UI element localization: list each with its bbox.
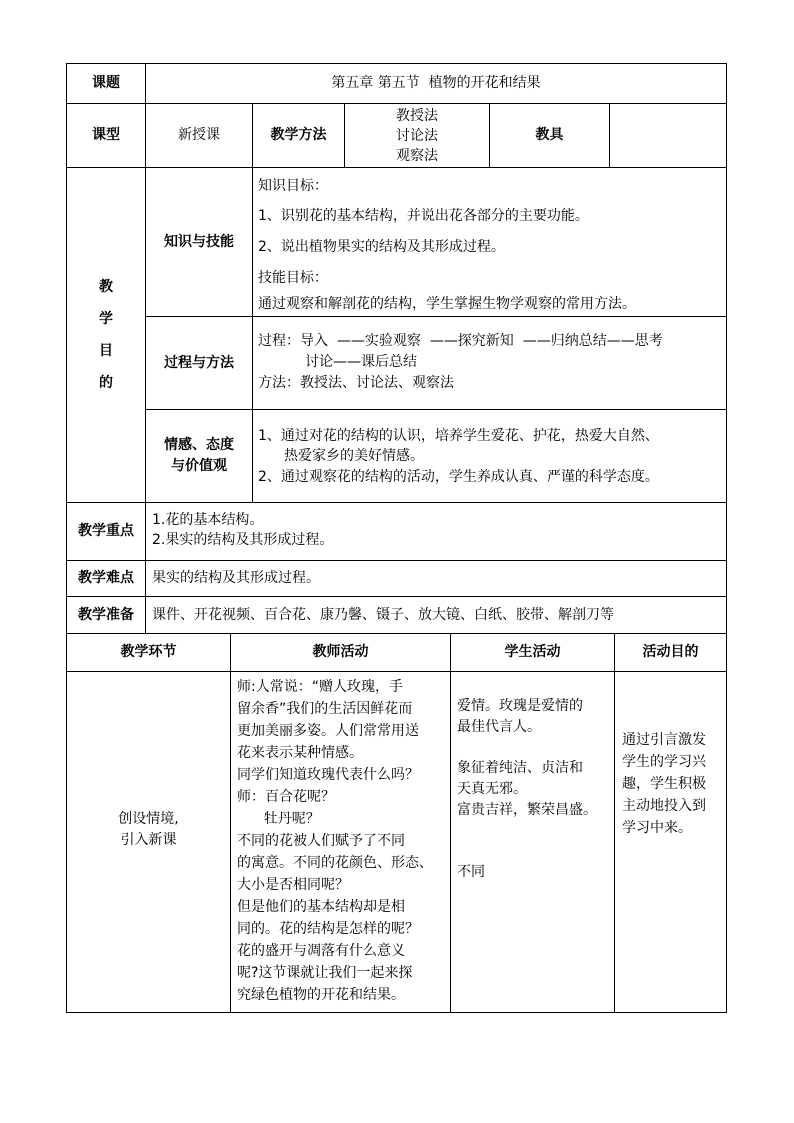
teacher-line: 花来表示某种情感。 [237, 745, 363, 761]
teacher-line: 究绿色植物的开花和结果。 [237, 987, 405, 1003]
teaching-goals-label [67, 168, 145, 502]
key-points-content [152, 510, 722, 558]
preparation-content: 课件、开花视频、百合花、康乃馨、镊子、放大镜、白纸、胶带、解剖刀等 [152, 606, 614, 623]
lesson-title: 第五章 第五节 植物的开花和结果 [331, 75, 541, 91]
teacher-line: 同学们知道玫瑰代表什么吗？ [237, 767, 419, 783]
student-line: 象征着纯洁、贞洁和 [457, 760, 583, 776]
key-points-label: 教学重点 [78, 523, 134, 539]
activity-header-purpose: 活动目的 [642, 644, 699, 660]
purpose-line: 学生的学习兴 [622, 754, 706, 770]
teaching-tools-value [610, 104, 726, 167]
purpose-line: 通过引言激发 [622, 732, 706, 748]
activity-stage [67, 800, 230, 860]
teacher-activity [237, 676, 449, 1010]
teacher-line: 但是他们的基本结构却是相 [237, 899, 405, 915]
emotion-line: 2、通过观察花的结构的活动，学生养成认真、严谨的科学态度。 [258, 469, 659, 485]
student-line: 天真无邪。 [457, 781, 527, 797]
student-line: 不同 [457, 864, 485, 880]
student-activity [457, 696, 613, 896]
teacher-line: 同的。花的结构是怎样的呢？ [237, 921, 419, 937]
teacher-line: 不同的花被人们赋予了不同 [237, 833, 405, 849]
activity-header-stage: 教学环节 [120, 644, 177, 660]
goal-label-char: 目 [99, 343, 113, 359]
teacher-line: 师:人常说：“赠人玫瑰，手 [237, 679, 403, 695]
method-item: 教授法 [396, 107, 438, 124]
knowledge-skill-label: 知识与技能 [164, 233, 234, 250]
teacher-line: 的寓意。不同的花颜色、形态、 [237, 855, 433, 871]
key-point-line: 2.果实的结构及其形成过程。 [152, 532, 334, 548]
purpose-line: 主动地投入到 [622, 798, 706, 814]
difficult-points-content: 果实的结构及其形成过程。 [152, 570, 320, 586]
student-line: 最佳代言人。 [457, 719, 541, 735]
emotion-line: 热爱家乡的美好情感。 [284, 448, 424, 464]
student-line: 爱情。玫瑰是爱情的 [457, 698, 583, 714]
goal-line: 1、识别花的基本结构，并说出花各部分的主要功能。 [258, 208, 589, 224]
emotion-attitude-label [146, 410, 252, 502]
process-method-label: 过程与方法 [164, 354, 234, 371]
teaching-tools-label: 教具 [535, 127, 564, 143]
teacher-line: 留余香”我们的生活因鲜花而 [237, 701, 413, 717]
stage-line: 引入新课 [120, 832, 177, 848]
method-item: 观察法 [396, 147, 438, 164]
teacher-line: 师：百合花呢？ [237, 789, 335, 805]
goal-line: 2、说出植物果实的结构及其形成过程。 [258, 239, 505, 255]
emotion-line: 1、通过对花的结构的认识，培养学生爱花、护花，热爱大自然、 [258, 428, 659, 444]
process-line: 讨论——课后总结 [305, 354, 417, 370]
emotion-label-line: 情感、态度 [164, 437, 234, 453]
student-line: 富贵吉祥，繁荣昌盛。 [457, 802, 597, 818]
teacher-line: 更加美丽多姿。人们常常用送 [237, 723, 419, 739]
teacher-line: 呢?这节课就让我们一起来探 [237, 965, 413, 981]
goal-label-char: 教 [99, 279, 113, 295]
emotion-label-line: 与价值观 [171, 458, 227, 474]
emotion-attitude-content [258, 426, 724, 502]
goal-label-char: 学 [99, 311, 113, 327]
topic-label: 课题 [92, 75, 120, 91]
key-point-line: 1.花的基本结构。 [152, 512, 264, 528]
process-line: 方法：教授法、讨论法、观察法 [258, 375, 454, 391]
goal-line: 技能目标： [258, 270, 328, 286]
preparation-label: 教学准备 [78, 606, 134, 623]
teaching-method-label: 教学方法 [270, 127, 327, 143]
activity-header-teacher: 教师活动 [312, 644, 369, 660]
activity-purpose [622, 729, 726, 839]
difficult-points-label: 教学难点 [78, 570, 134, 586]
purpose-line: 趣，学生积极 [622, 776, 706, 792]
goal-label-char: 的 [99, 375, 113, 391]
stage-line: 创设情境, [118, 811, 179, 827]
teacher-line: 大小是否相同呢？ [237, 877, 349, 893]
teaching-methods [345, 104, 489, 167]
activity-header-student: 学生活动 [504, 644, 561, 660]
teacher-line: 花的盛开与凋落有什么意义 [237, 943, 405, 959]
method-item: 讨论法 [396, 127, 438, 144]
goal-line: 知识目标： [258, 178, 328, 194]
process-method-content [258, 331, 724, 409]
purpose-line: 学习中来。 [622, 820, 692, 836]
teacher-line: 牡丹呢？ [237, 811, 320, 827]
lesson-type-label: 课型 [92, 127, 120, 143]
process-line: 过程：导入 ——实验观察 ——探究新知 ——归纳总结——思考 [258, 333, 663, 349]
knowledge-skill-content [258, 176, 724, 316]
goal-line: 通过观察和解剖花的结构，学生掌握生物学观察的常用方法。 [258, 296, 636, 312]
lesson-type-value: 新授课 [178, 127, 220, 143]
